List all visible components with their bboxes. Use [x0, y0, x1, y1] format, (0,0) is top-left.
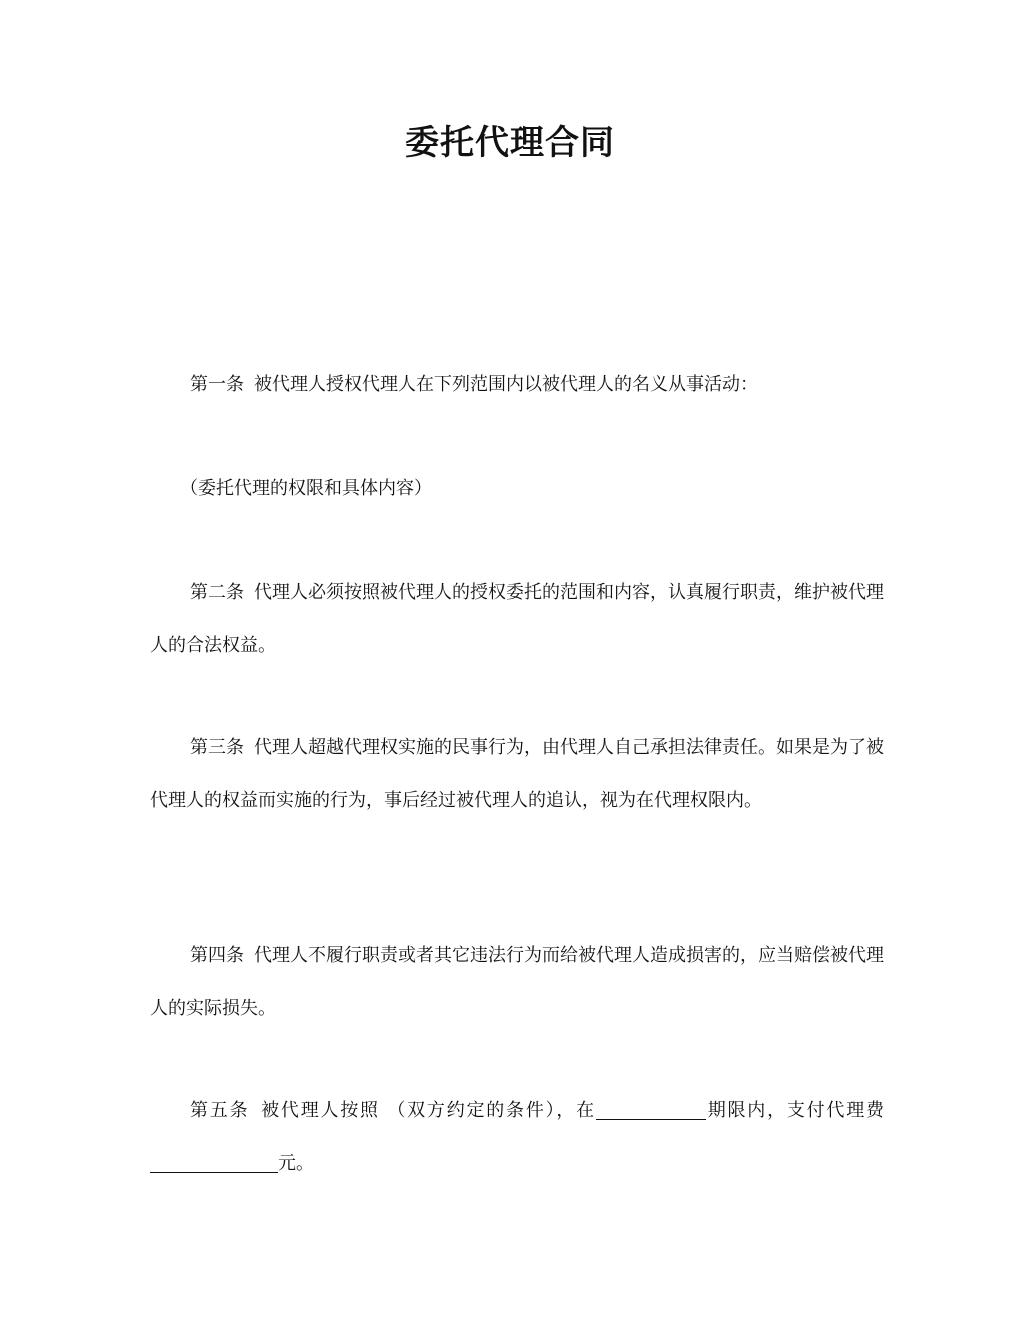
article-5 — [150, 1084, 884, 1190]
article-5-text-1: 被代理人按照 （双方约定的条件），在 — [259, 1100, 596, 1121]
term-blank-line — [596, 1099, 706, 1120]
article-2 — [150, 566, 884, 672]
article-1-text: 被代理人授权代理人在下列范围内以被代理人的名义从事活动： — [254, 374, 758, 395]
fee-blank-line — [150, 1152, 278, 1173]
article-3 — [150, 721, 884, 827]
article-4 — [150, 929, 884, 1035]
article-4-label: 第四条 — [190, 945, 244, 966]
article-4-text: 代理人不履行职责或者其它违法行为而给被代理人造成损害的，应当赔偿被代理人的实际损失。 — [150, 945, 884, 1019]
article-2-label: 第二条 — [190, 582, 244, 603]
article-5-label: 第五条 — [190, 1100, 250, 1121]
article-1-note: （委托代理的权限和具体内容） — [180, 478, 432, 499]
article-1 — [150, 358, 884, 411]
article-3-label: 第三条 — [190, 737, 244, 758]
document-title: 委托代理合同 — [405, 123, 615, 163]
article-2-text: 代理人必须按照被代理人的授权委托的范围和内容，认真履行职责，维护被代理人的合法权益。 — [150, 582, 884, 656]
article-1-label: 第一条 — [190, 374, 244, 395]
article-3-text: 代理人超越代理权实施的民事行为，由代理人自己承担法律责任。如果是为了被代理人的权益而实施的行为，事后经过被代理人的追认，视为在代理权限内。 — [150, 737, 884, 811]
article-5-text-3: 元。 — [278, 1153, 314, 1174]
article-5-text-2: 期限内，支付代理费 — [705, 1100, 884, 1121]
